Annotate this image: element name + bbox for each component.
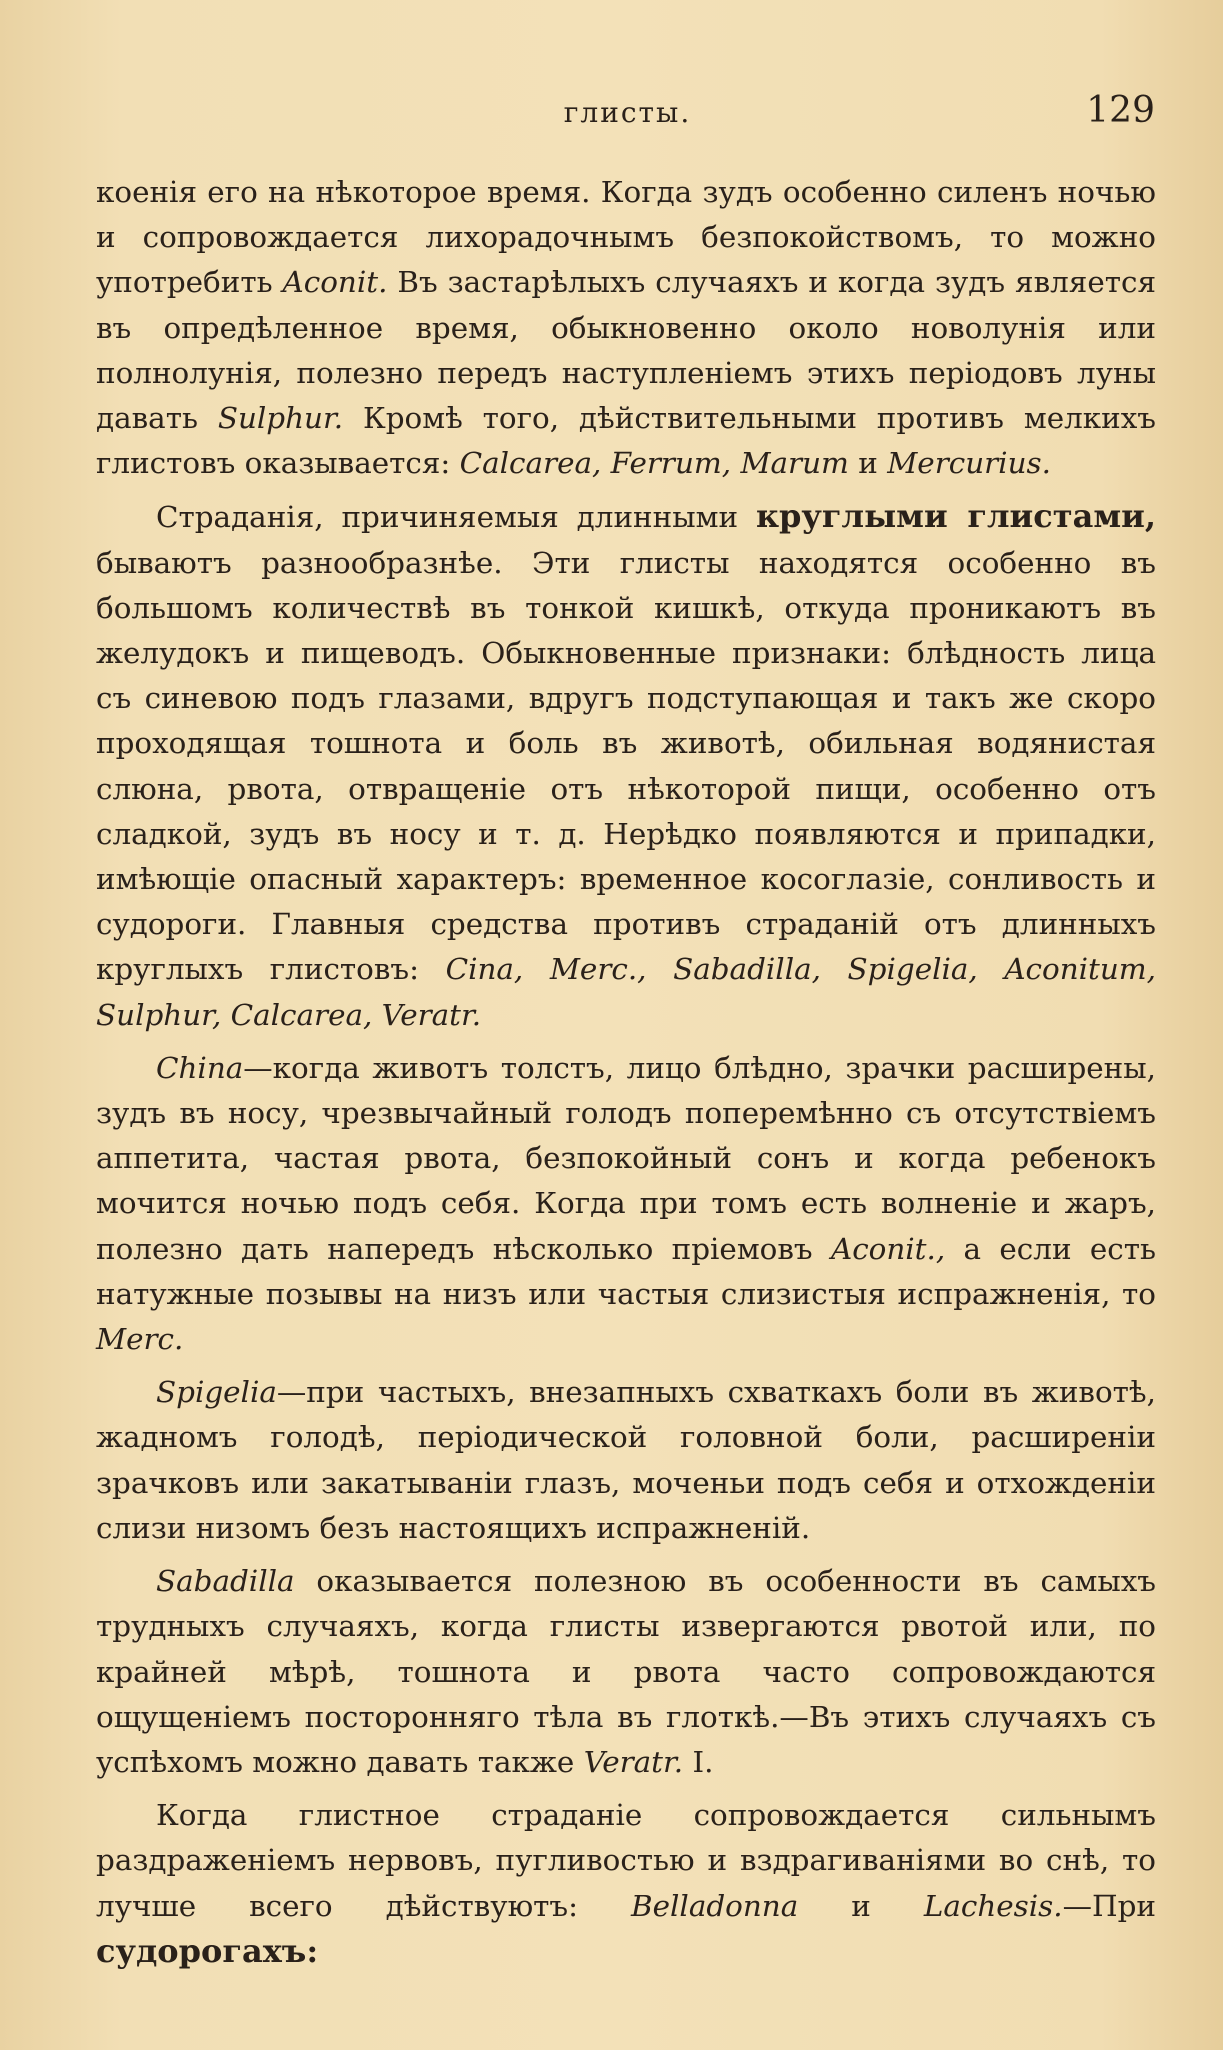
body-text [96,170,1156,1983]
text-run: Когда глистное страданіе сопровождается сильнымъ раздраженіемъ нервовъ, пугливостью и вздрагиваніями во снѣ, то лучше всего дѣйствуютъ: [96,1798,1156,1923]
paragraph-china [96,1046,1156,1362]
italic-remedy-name: Aconit. [282,265,388,300]
italic-remedy-name: Mercurius. [887,446,1051,481]
text-run: Въ застарѣлыхъ случаяхъ и когда зудъ является въ опредѣленное время, обыкновенно около новолунія или полнолунія, полезно передъ наступленіемъ этихъ періодовъ луны давать [96,265,1156,436]
text-run: I. [683,1744,714,1779]
paragraph-nerves [96,1793,1156,1975]
italic-remedy-name: Aconit., [830,1231,946,1266]
italic-remedy-name: Calcarea, Ferrum, Marum [459,446,849,481]
italic-remedy-name: Spigelia [156,1375,277,1410]
paragraph-spigelia [96,1370,1156,1551]
text-run: —При [1062,1888,1156,1923]
italic-remedy-name: Sulphur. [217,401,344,436]
paragraph-continuation [96,170,1156,486]
italic-remedy-name: Veratr. [583,1744,684,1779]
text-run: Кромѣ того, дѣйствительными противъ мелкихъ глистовъ оказывается: [96,401,1156,481]
paragraph-roundworms [96,494,1156,1037]
italic-remedy-name: Cina, Merc., Sabadilla, Spigelia, Aconitum, Sulphur, Calcarea, Veratr. [96,952,1156,1032]
italic-remedy-name: China [156,1050,244,1085]
text-run: бываютъ разнообразнѣе. Эти глисты находятся особенно въ большомъ количествѣ въ тонкой кишкѣ, откуда проникаютъ въ желудокъ и пищеводъ. Обыкновенные признаки: блѣдность лица съ синевою подъ глазами, вдругъ подступающая и такъ же скоро проходящая тошнота и боль въ животѣ, обильная водянистая слюна, рвота, отвращеніе отъ нѣкоторой пищи, особенно отъ сладкой, зудъ въ носу и т. д. Нерѣдко появляются и припадки, имѣющіе опасный характеръ: временное косоглазіе, сонливость и судороги. Главныя средства противъ страданій отъ длинныхъ круглыхъ глистовъ: [96,545,1156,987]
text-run: Страданія, причиняемыя длинными [156,500,756,535]
italic-remedy-name: Belladonna [631,1888,799,1923]
page-number: 129 [1086,90,1155,131]
italic-remedy-name: Lachesis. [923,1888,1063,1923]
text-run: и [798,1888,924,1923]
bold-term: судорогахъ: [96,1931,319,1970]
bold-term: круглыми глистами, [755,497,1156,536]
text-run: оказывается полезною въ особенности въ самыхъ трудныхъ случаяхъ, когда глисты извергаются рвотой или, по крайней мѣрѣ, тошнота и рвота часто сопровождаются ощущеніемъ посторонняго тѣла въ глоткѣ.—Въ этихъ случаяхъ съ успѣхомъ можно давать также [96,1564,1156,1779]
text-run: а если есть натужные позывы на низъ или частыя слизистыя испражненія, то [96,1231,1156,1311]
italic-remedy-name: Sabadilla [156,1564,295,1599]
text-run: —при частыхъ, внезапныхъ схваткахъ боли въ животѣ, жадномъ голодѣ, періодической головной боли, расширеніи зрачковъ или закатываніи глазъ, моченьи подъ себя и отхожденіи слизи низомъ безъ настоящихъ испражненій. [96,1375,1156,1545]
text-run: —когда животъ толстъ, лицо блѣдно, зрачки расширены, зудъ въ носу, чрезвычайный голодъ поперемѣнно съ отсутствіемъ аппетита, частая рвота, безпокойный сонъ и когда ребенокъ мочится ночью подъ себя. Когда при томъ есть волненіе и жаръ, полезно дать напередъ нѣсколько пріемовъ [96,1050,1156,1266]
page-header [96,90,1159,136]
italic-remedy-name: Merc. [96,1322,184,1357]
running-title: глисты. [563,96,692,129]
paragraph-sabadilla [96,1559,1156,1785]
text-run: и [848,446,888,481]
text-run: коенія его на нѣкоторое время. Когда зудъ особенно силенъ ночью и сопровождается лихорадочнымъ безпокойствомъ, то можно употребить [96,175,1156,300]
